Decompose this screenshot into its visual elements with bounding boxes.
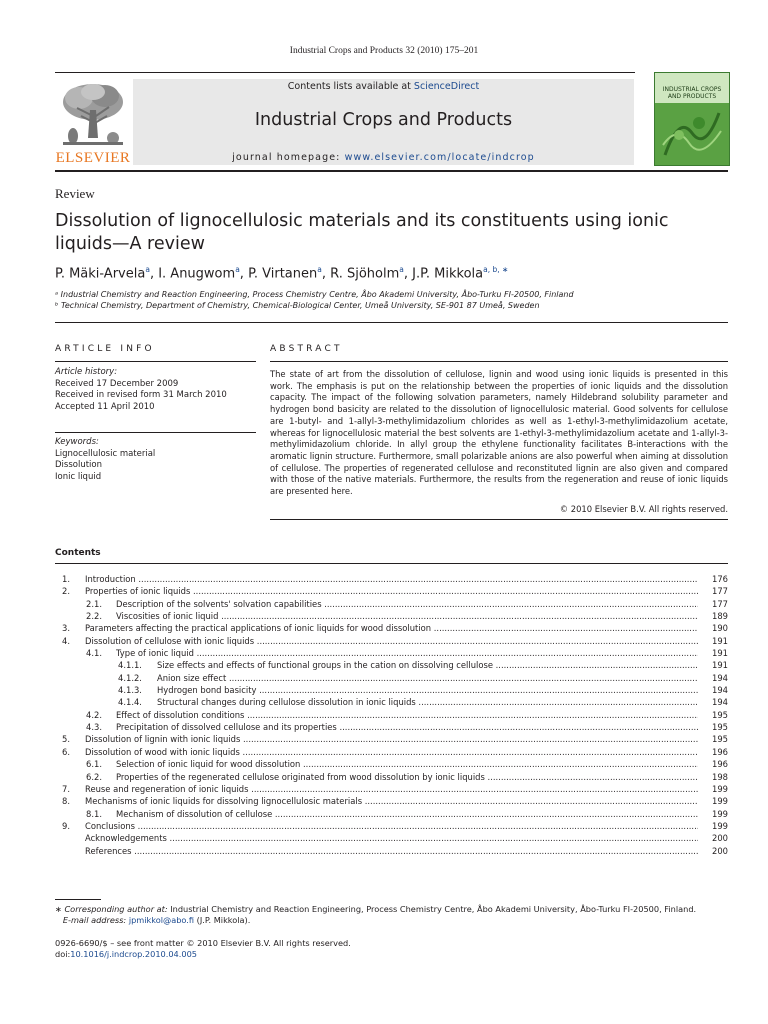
sciencedirect-link[interactable]: ScienceDirect [413,81,480,92]
toc-entry[interactable] [55,696,728,708]
toc-entry[interactable] [55,733,728,745]
doi-prefix: doi: [55,949,71,959]
received-date: Received 17 December 2009 [55,378,179,389]
author-affiliation-marker[interactable]: a [235,265,240,274]
toc-entry-title: Introduction ..... [85,573,698,585]
toc-entry-page: 199 [698,808,728,820]
toc-entry[interactable] [55,746,728,758]
toc-entry-number: 4.1.2. [118,672,142,683]
toc-entry-number: 4.1.4. [118,697,142,708]
affiliation-a: ᵃ Industrial Chemistry and Reaction Engineering, Process Chemistry Centre, Åbo Akademi University, Åbo-Turku FI-20500, Finland [55,290,574,299]
article-title: Dissolution of lignocellulosic materials and its constituents using ionic liquids—A review [55,211,669,254]
toc-entry[interactable] [55,845,728,857]
toc-entry[interactable] [55,672,728,684]
header-bottom-rule [55,170,728,172]
toc-entry[interactable] [55,709,728,721]
toc-entry-number: 4.2. [86,709,102,720]
toc-entry-number: 8. [62,796,70,807]
toc-entry-number: 8.1. [86,808,102,819]
toc-entry-title: Size effects and effects of functional groups in the cation on dissolving cellulose ..... [157,659,698,671]
author-name: P. Virtanen [248,266,318,282]
toc-entry[interactable] [55,598,728,610]
author-affiliation-marker[interactable]: a [145,265,150,274]
toc-entry-page: 199 [698,820,728,832]
toc-entry-number: 2.1. [86,598,102,609]
contents-heading: Contents [55,548,101,558]
corresponding-author-label: ∗ Corresponding author at: [55,904,168,914]
toc-entry-number: 4.1.1. [118,660,142,671]
email-link[interactable]: jpmikkol@abo.fi [128,915,195,925]
cover-art-icon [659,105,725,161]
journal-reference: Industrial Crops and Products 32 (2010) 175–201 [289,46,479,56]
toc-entry[interactable] [55,610,728,622]
toc-entry-title: Description of the solvents' solvation capabilities ..... [116,598,698,610]
toc-entry-page: 177 [698,598,728,610]
affiliation-rule [55,322,728,323]
author-affiliation-marker[interactable]: a, b, ∗ [483,265,509,274]
toc-entry-page: 199 [698,783,728,795]
toc-entry-page: 191 [698,635,728,647]
toc-entry-title: Effect of dissolution conditions ..... [116,709,698,721]
author-affiliation-marker[interactable]: a [399,265,404,274]
abstract-rule [270,361,728,362]
revised-date: Received in revised form 31 March 2010 [55,390,227,400]
toc-entry-number: 4.1.3. [118,685,142,696]
toc-entry-title: Structural changes during cellulose dissolution in ionic liquids ..... [157,696,698,708]
journal-title: Industrial Crops and Products [254,110,513,130]
toc-entry[interactable] [55,622,728,634]
toc-entry[interactable] [55,771,728,783]
toc-entry-title: Conclusions ..... [85,820,698,832]
toc-entry-page: 176 [698,573,728,585]
abstract-body: The state of art from the dissolution of cellulose, lignin and wood using ionic liquids is presented in this work. The emphasis is put on the relationship between the properties of ionic liquids and the dissolution capacity. The impact of the following solvation parameters, namely Hildebrand solubility parameter and hydrogen bond basicity are related to the dissolution of lignocellulosic material. Good solvents for cellulose are 1-butyl- and 1-allyl-3-methylimidazolium chlorides as well as 1-ethyl-3-methylimidazolium acetate, whereas for lignocellulosic material the best solvents are 1-ethyl-3-methylimidazolium acetate and 1-allyl-3-methylimidazolium chloride. In allyl group the ethylene functionality facilitates B-interactions with the aromatic lignin structure. Furthermore, small polarizable anions are also powerful when aiming at dissolution of cellulose. The properties of regenerated cellulose and reconstituted lignin are also given and compared with those of the native materials. Furthermore, the results from the regeneration and reuse of ionic liquids are presented here. [270,369,728,497]
article-history [55,367,260,413]
email-label: E-mail address: [62,915,127,925]
affiliation-b: ᵇ Technical Chemistry, Department of Chemistry, Chemical-Biological Center, Umeå University, SE-901 87 Umeå, Sweden [55,301,540,310]
toc-entry[interactable] [55,795,728,807]
tree-icon [55,80,131,150]
abstract-heading: ABSTRACT [270,344,343,354]
toc-entry-title: Properties of ionic liquids ..... [85,585,698,597]
article-info-rule [55,361,256,362]
toc-entry[interactable] [55,758,728,770]
author-name: R. Sjöholm [330,266,400,282]
toc-entry-number: 4.3. [86,722,102,733]
cover-title: INDUSTRIAL CROPS AND PRODUCTS [662,86,722,100]
toc-entry-number: 9. [62,820,70,831]
accepted-date: Accepted 11 April 2010 [55,401,155,412]
toc-entry-page: 195 [698,709,728,721]
keywords [55,437,260,483]
email-footnote [55,915,728,925]
contents-available-line [133,81,634,92]
toc-entry-page: 199 [698,795,728,807]
author-affiliation-marker[interactable]: a [317,265,322,274]
keyword: Dissolution [55,460,102,470]
toc-entry[interactable] [55,684,728,696]
toc-entry-number: 6.2. [86,771,102,782]
header-top-rule [55,72,635,73]
article-info-heading: ARTICLE INFO [55,344,155,354]
toc-entry-number: 2.2. [86,611,102,622]
toc-entry-page: 190 [698,622,728,634]
toc-entry[interactable] [55,635,728,647]
history-label: Article history: [55,367,118,377]
corresponding-author-footnote [55,904,728,914]
toc-entry-page: 200 [698,832,728,844]
contents-rule [55,563,728,564]
toc-entry-page: 177 [698,585,728,597]
author-name: J.P. Mikkola [412,266,484,282]
toc-entry-number: 7. [62,783,70,794]
keywords-rule [55,432,256,433]
corresponding-author-address: Industrial Chemistry and Reaction Engineering, Process Chemistry Centre, Åbo Akademi University, Åbo-Turku FI-20500, Finland. [167,904,697,914]
keyword: Lignocellulosic material [55,448,156,459]
toc-entry-title: Mechanism of dissolution of cellulose ..... [116,808,698,820]
toc-entry-number: 6. [62,746,70,757]
journal-cover-thumbnail[interactable] [654,72,730,166]
toc-entry-title: Dissolution of cellulose with ionic liquids ..... [85,635,698,647]
toc-entry-number: 4. [62,635,70,646]
toc-entry[interactable] [55,783,728,795]
toc-entry-number: 5. [62,734,70,745]
elsevier-wordmark: ELSEVIER [55,150,131,166]
toc-entry[interactable] [55,573,728,585]
toc-entry[interactable] [55,721,728,733]
toc-entry-page: 194 [698,696,728,708]
toc-entry-title: Dissolution of lignin with ionic liquids ..... [85,733,698,745]
toc-entry-title: Hydrogen bond basicity ..... [157,684,698,696]
abstract-bottom-rule [270,519,728,520]
toc-entry-page: 191 [698,647,728,659]
toc-entry-page: 200 [698,845,728,857]
toc-entry-title: Properties of the regenerated cellulose originated from wood dissolution by ionic liquids ..... [116,771,698,783]
toc-entry[interactable] [55,820,728,832]
toc-entry-title: Type of ionic liquid ..... [116,647,698,659]
toc-entry-title: Selection of ionic liquid for wood dissolution ..... [116,758,698,770]
toc-entry-title: References ..... [85,845,698,857]
toc-entry-page: 195 [698,733,728,745]
toc-entry-page: 194 [698,684,728,696]
copyright-notice: © 2010 Elsevier B.V. All rights reserved. [559,504,728,514]
toc-entry-page: 198 [698,771,728,783]
toc-entry-page: 191 [698,659,728,671]
article-type-label: Review [55,186,95,201]
toc-entry-number: 2. [62,586,70,597]
doi-link[interactable]: 10.1016/j.indcrop.2010.04.005 [70,949,197,959]
homepage-prefix: journal homepage: [232,152,345,163]
toc-entry[interactable] [55,659,728,671]
toc-entry-title: Parameters affecting the practical applications of ionic liquids for wood dissolution ..... [85,622,698,634]
issn-line: 0926-6690/$ – see front matter © 2010 Elsevier B.V. All rights reserved. [55,938,351,948]
table-of-contents [55,573,728,857]
toc-entry-number: 1. [62,574,70,584]
contents-available-prefix: Contents lists available at [287,81,414,92]
toc-entry-page: 195 [698,721,728,733]
toc-entry-title: Viscosities of ionic liquid ..... [116,610,698,622]
doi-line [55,949,197,959]
toc-entry-title: Precipitation of dissolved cellulose and its properties ..... [116,721,698,733]
toc-entry-page: 194 [698,672,728,684]
homepage-link[interactable]: www.elsevier.com/locate/indcrop [344,152,535,163]
author-name: P. Mäki-Arvela [55,266,146,282]
toc-entry[interactable] [55,647,728,659]
toc-entry-title: Dissolution of wood with ionic liquids ..... [85,746,698,758]
toc-entry-page: 189 [698,610,728,622]
toc-entry[interactable] [55,585,728,597]
toc-entry-title: Acknowledgements ..... [85,832,698,844]
author-name: I. Anugwom [158,266,236,282]
footnote-rule [55,899,101,900]
toc-entry-number: 6.1. [86,759,102,770]
toc-entry-title: Mechanisms of ionic liquids for dissolving lignocellulosic materials ..... [85,795,698,807]
email-owner: (J.P. Mikkola). [194,915,251,925]
toc-entry-page: 196 [698,758,728,770]
keywords-label: Keywords: [55,437,99,447]
journal-homepage-line [133,152,634,163]
toc-entry[interactable] [55,808,728,820]
toc-entry-number: 4.1. [86,648,102,659]
keyword: Ionic liquid [55,471,102,482]
author-list: P. Mäki-Arvela$^a$, I. Anugwom$^a$, P. Virtanen$^a$, R. Sjöholm$^a$, J.P. Mikkola$^{a, b, ∗}$ [55,265,509,282]
toc-entry-number: 3. [62,623,70,634]
toc-entry-title: Reuse and regeneration of ionic liquids ..... [85,783,698,795]
toc-entry[interactable] [55,832,728,844]
toc-entry-page: 196 [698,746,728,758]
toc-entry-title: Anion size effect ..... [157,672,698,684]
